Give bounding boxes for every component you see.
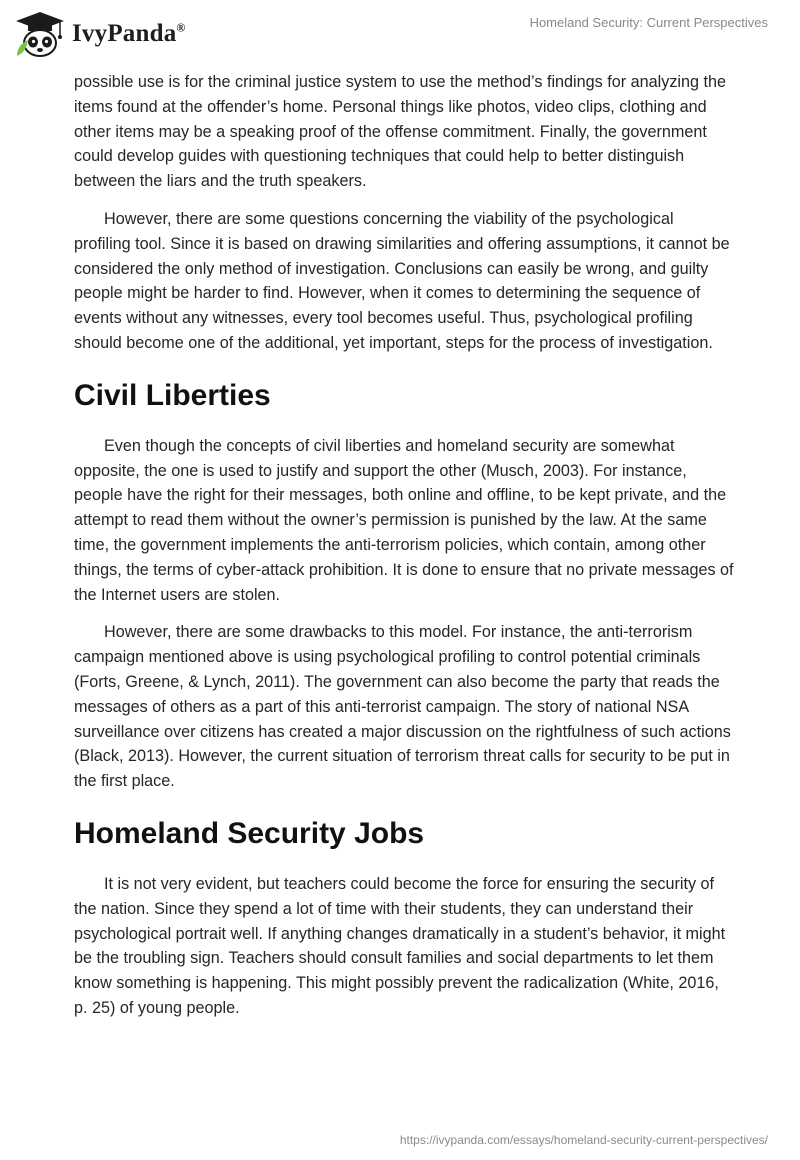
paragraph: However, there are some drawbacks to this model. For instance, the anti-terrorism campaign mentioned above is using psychological profiling to control potential criminals (Forts, Greene, & Lynch, 2011). The government can also become the party that reads the messages of others as a part of this anti-terrorist campaign. The story of national NSA surveillance over citizens has created a major discussion on the rightfulness of such actions (Black, 2013). However, the current situation of terrorism threat calls for security to be put in the first place.: [74, 623, 731, 791]
paragraph: possible use is for the criminal justice system to use the method’s findings for analyzing the items found at the offender’s home. Personal things like photos, video clips, clothing and other items may be a speaking proof of the offense commitment. Finally, the government could develop guides with questioning techniques that could help to better distinguish between the liars and the truth speakers.: [74, 73, 727, 191]
section-heading-civil-liberties: Civil Liberties: [74, 378, 271, 412]
section-heading-homeland-security-jobs: Homeland Security Jobs: [74, 816, 425, 850]
paragraph: However, there are some questions concerning the viability of the psychological profiling tool. Since it is based on drawing similarities and offering assumptions, it cannot be considered the only method of investigation. Conclusions can easily be wrong, and guilty people might be harder to find. However, when it comes to determining the sequence of events without any witnesses, every tool becomes useful. Thus, psychological profiling should become one of the additional, yet important, steps for the process of investigation.: [74, 209, 730, 352]
article-body: [74, 70, 734, 1034]
paragraph: Even though the concepts of civil liberties and homeland security are somewhat opposite, the one is used to justify and support the other (Musch, 2003). For instance, people have the right for their messages, both online and offline, to be kept private, and the attempt to read them without the owner’s permission is punished by the law. At the same time, the government implements the anti-terrorism policies, which contain, among other things, the terms of cyber-attack prohibition. It is done to ensure that no private messages of the Internet users are stolen.: [74, 436, 734, 604]
brand-logo[interactable]: [14, 10, 186, 58]
panda-logo-icon: [14, 10, 66, 58]
source-url[interactable]: https://ivypanda.com/essays/homeland-security-current-perspectives/: [399, 1133, 768, 1147]
document-title: Homeland Security: Current Perspectives: [529, 15, 768, 30]
page-header: [0, 0, 800, 70]
brand-name: IvyPanda®: [72, 20, 186, 47]
paragraph: It is not very evident, but teachers could become the force for ensuring the security of the nation. Since they spend a lot of time with their students, they can understand their psychological portrait well. If anything changes dramatically in a student’s behavior, it might be the troubling sign. Teachers should consult families and social departments to let them know something is happening. This might possibly prevent the radicalization (White, 2016, p. 25) of young people.: [74, 874, 726, 1017]
